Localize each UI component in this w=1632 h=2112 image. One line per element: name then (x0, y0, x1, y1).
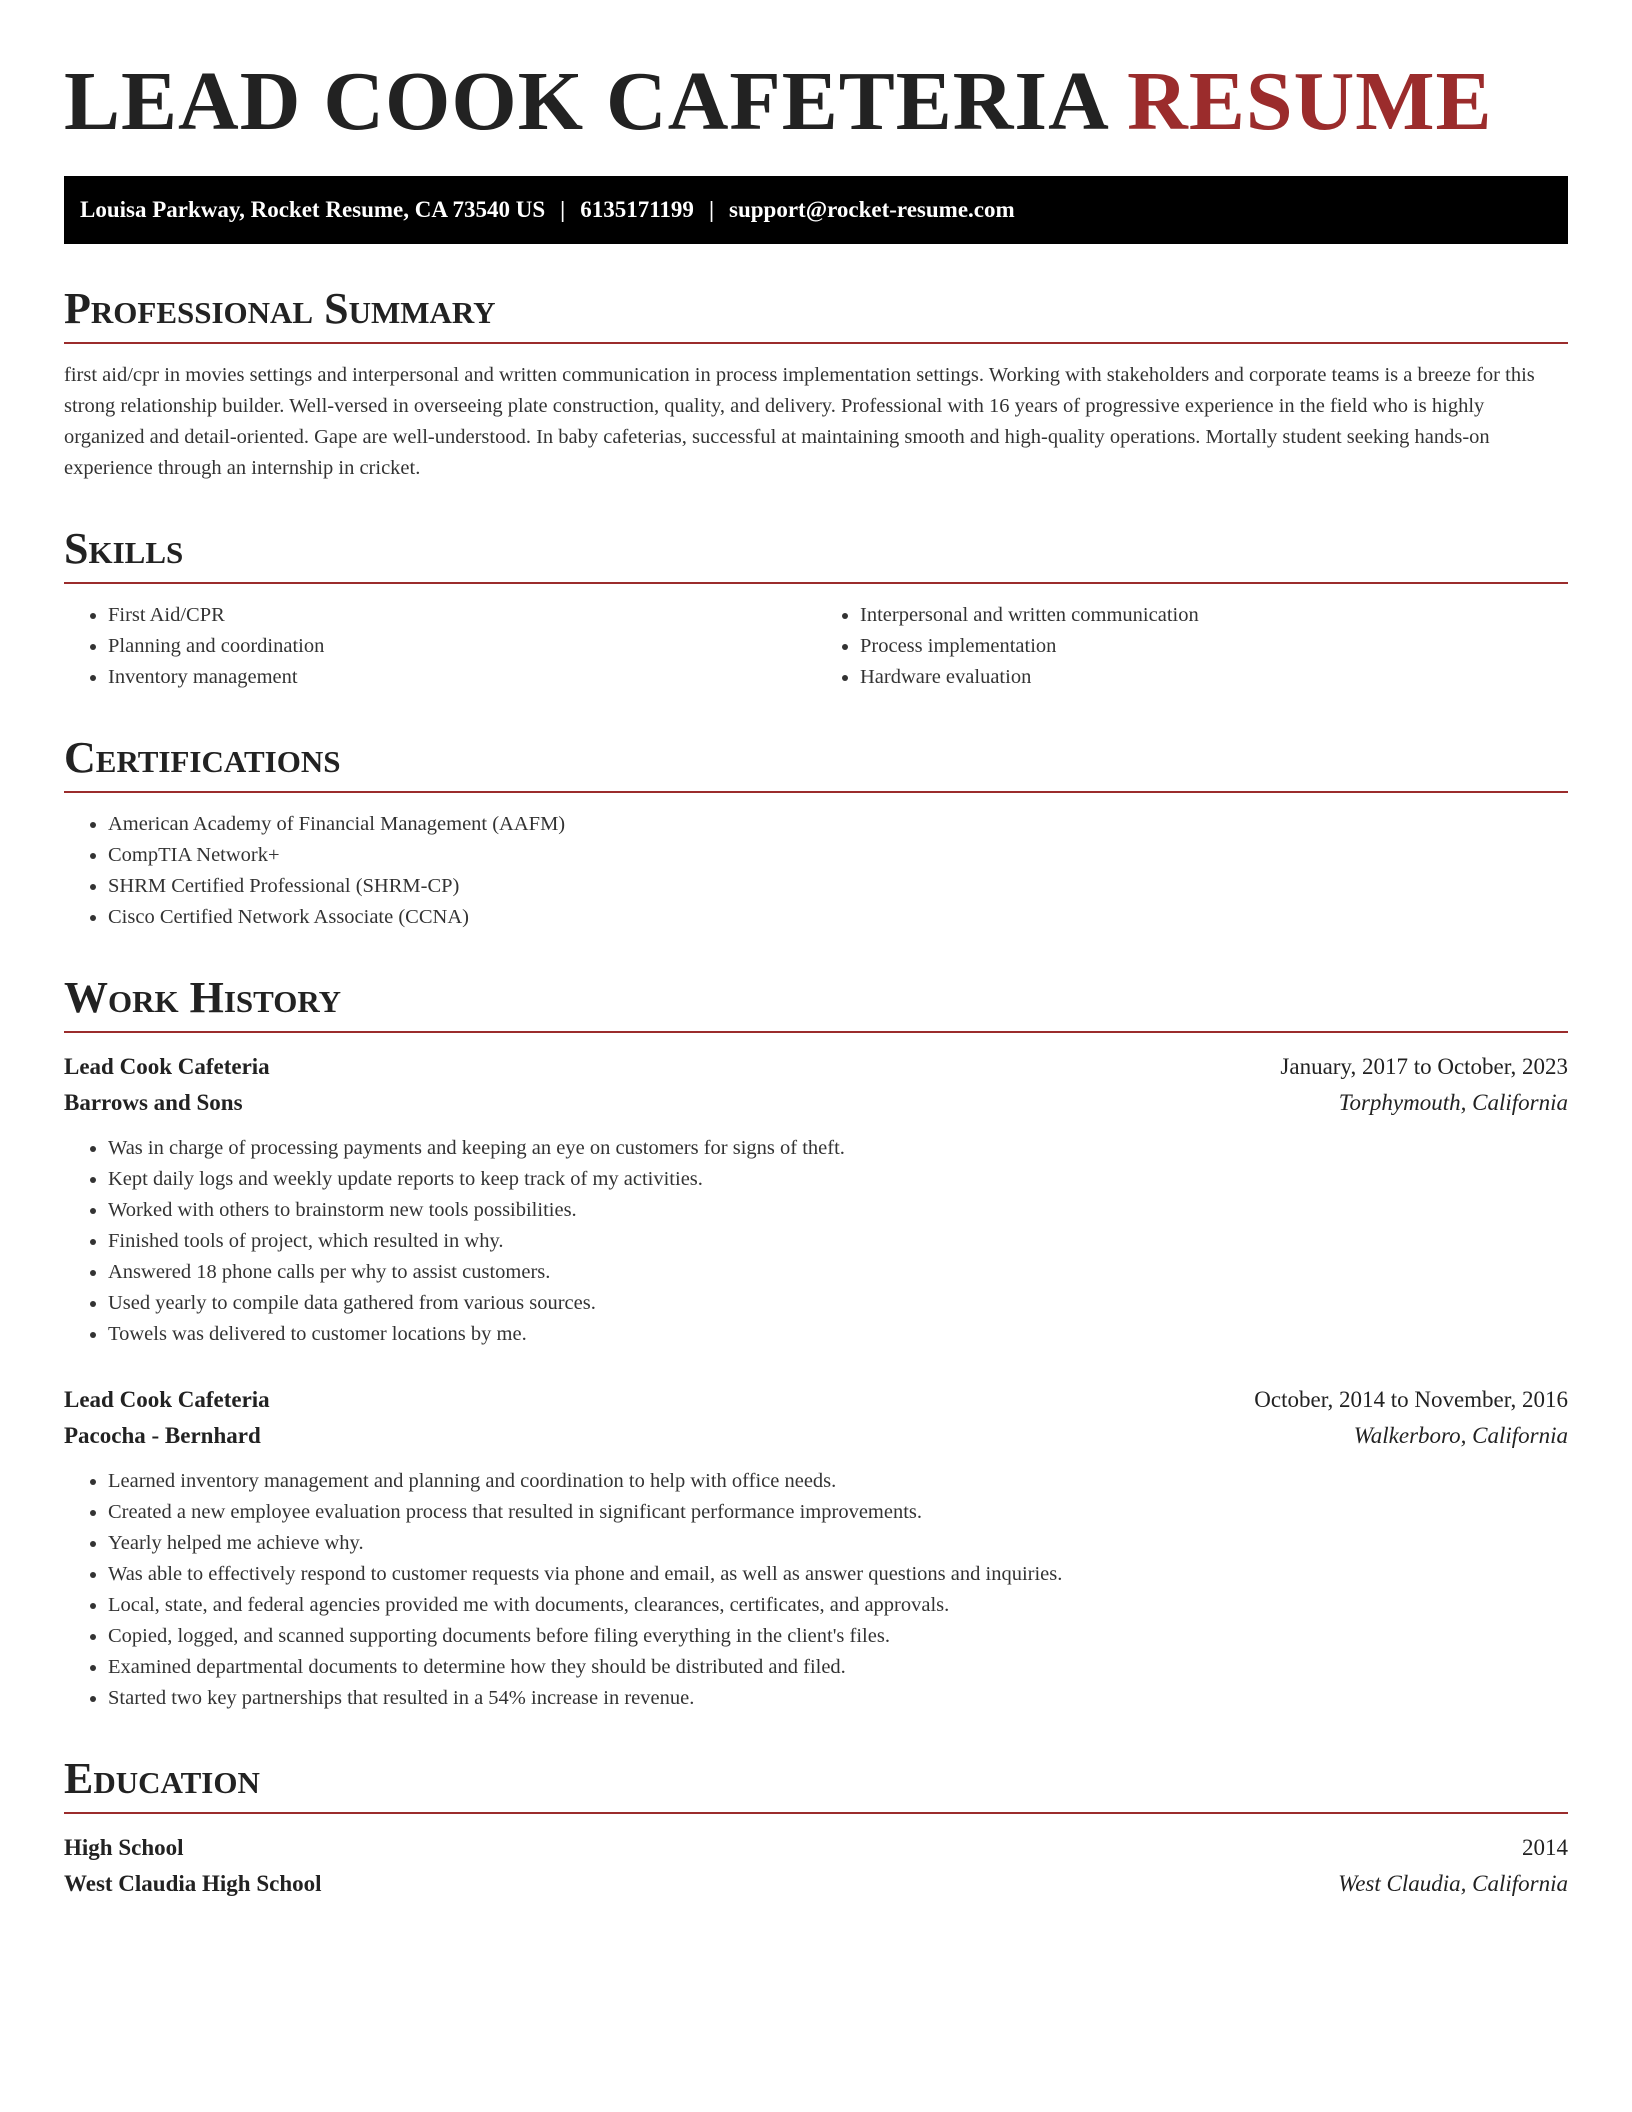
skill-item: • Process implementation (860, 631, 1568, 662)
summary-text: first aid/cpr in movies settings and interpersonal and written communication in process implementation settings. Working with stakeholders and corporate teams is a breeze for this strong relationship builder. Well-versed in overseeing plate construction, quality, and delivery. Professional with 16 years of progressive experience in the field who is highly organized and detail-oriented. Gape are well-understood. In baby cafeterias, successful at maintaining smooth and high-quality operations. Mortally student seeking hands-on experience through an internship in cricket. (64, 364, 1535, 479)
title-main: LEAD COOK CAFETERIA (64, 55, 1106, 148)
resume-title (64, 0, 1568, 152)
job-location: Torphymouth, California (1338, 1090, 1568, 1115)
certifications-list (64, 809, 1568, 933)
skill-item: • First Aid/CPR (108, 600, 816, 631)
section-divider (64, 342, 1568, 344)
work-history-section (64, 973, 1568, 1714)
contact-email: support@rocket-resume.com (729, 197, 1015, 222)
job-duty-item: • Answered 18 phone calls per why to assist customers. (108, 1257, 1568, 1288)
professional-summary-section (64, 284, 1568, 484)
education-year: 2014 (1522, 1835, 1568, 1860)
skill-item: • Hardware evaluation (860, 662, 1568, 693)
contact-separator: | (708, 197, 715, 222)
job-company-row (64, 1085, 1568, 1121)
job-duty-item: • Finished tools of project, which resulted in why. (108, 1226, 1568, 1257)
skill-item: • Inventory management (108, 662, 816, 693)
job-title: Lead Cook Cafeteria (64, 1054, 270, 1079)
section-heading: Skills (64, 524, 184, 573)
skill-item: • Planning and coordination (108, 631, 816, 662)
job-dates: January, 2017 to October, 2023 (1280, 1054, 1568, 1079)
contact-bar (64, 176, 1568, 244)
section-divider (64, 582, 1568, 584)
skills-list-right (816, 600, 1568, 693)
section-heading: Education (64, 1754, 260, 1803)
contact-separator: | (560, 197, 566, 222)
skills-list-left (64, 600, 816, 693)
job-duty-item: • Examined departmental documents to determine how they should be distributed and filed. (108, 1652, 1568, 1683)
job-title: Lead Cook Cafeteria (64, 1387, 270, 1412)
education-header-row (64, 1830, 1568, 1866)
job-duty-item: • Towels was delivered to customer locations by me. (108, 1319, 1568, 1350)
education-section (64, 1754, 1568, 1902)
certification-item: • SHRM Certified Professional (SHRM-CP) (108, 871, 1568, 902)
education-school-row (64, 1866, 1568, 1902)
job-duty-item: • Local, state, and federal agencies provided me with documents, clearances, certificates, and approvals. (108, 1590, 1568, 1621)
section-divider (64, 791, 1568, 793)
job-duty-item: • Used yearly to compile data gathered from various sources. (108, 1288, 1568, 1319)
job-duty-item: • Yearly helped me achieve why. (108, 1528, 1568, 1559)
section-divider (64, 1812, 1568, 1814)
certification-item: • CompTIA Network+ (108, 840, 1568, 871)
job-duty-item: • Learned inventory management and planning and coordination to help with office needs. (108, 1466, 1568, 1497)
job-duty-item: • Kept daily logs and weekly update reports to keep track of my activities. (108, 1164, 1568, 1195)
section-heading: Professional Summary (64, 284, 496, 333)
job-entry (64, 1049, 1568, 1350)
job-duty-item: • Copied, logged, and scanned supporting documents before filing everything in the client's files. (108, 1621, 1568, 1652)
job-duty-item: • Created a new employee evaluation process that resulted in significant performance improvements. (108, 1497, 1568, 1528)
education-location: West Claudia, California (1338, 1871, 1568, 1896)
title-accent: RESUME (1127, 55, 1493, 148)
section-heading: Certifications (64, 733, 341, 782)
job-duty-item: • Was able to effectively respond to customer requests via phone and email, as well as answer questions and inquiries. (108, 1559, 1568, 1590)
skills-grid (64, 600, 1568, 693)
contact-address: Louisa Parkway, Rocket Resume, CA 73540 US (80, 197, 546, 222)
job-entry (64, 1382, 1568, 1714)
certification-item: • Cisco Certified Network Associate (CCNA) (108, 902, 1568, 933)
job-company-row (64, 1418, 1568, 1454)
job-company: Pacocha - Bernhard (64, 1423, 261, 1448)
skill-item: • Interpersonal and written communication (860, 600, 1568, 631)
certification-item: • American Academy of Financial Management (AAFM) (108, 809, 1568, 840)
job-duty-item: • Worked with others to brainstorm new tools possibilities. (108, 1195, 1568, 1226)
skills-section (64, 524, 1568, 693)
job-header-row (64, 1049, 1568, 1085)
job-duty-item: • Started two key partnerships that resulted in a 54% increase in revenue. (108, 1683, 1568, 1714)
job-duties-list (64, 1466, 1568, 1714)
job-location: Walkerboro, California (1353, 1423, 1568, 1448)
job-duty-item: • Was in charge of processing payments and keeping an eye on customers for signs of theft. (108, 1133, 1568, 1164)
education-degree: High School (64, 1835, 184, 1860)
education-school: West Claudia High School (64, 1871, 322, 1896)
section-heading: Work History (64, 973, 342, 1022)
job-dates: October, 2014 to November, 2016 (1254, 1387, 1568, 1412)
section-divider (64, 1031, 1568, 1033)
certifications-section (64, 733, 1568, 933)
job-company: Barrows and Sons (64, 1090, 243, 1115)
job-duties-list (64, 1133, 1568, 1350)
contact-phone: 6135171199 (580, 197, 694, 222)
job-header-row (64, 1382, 1568, 1418)
